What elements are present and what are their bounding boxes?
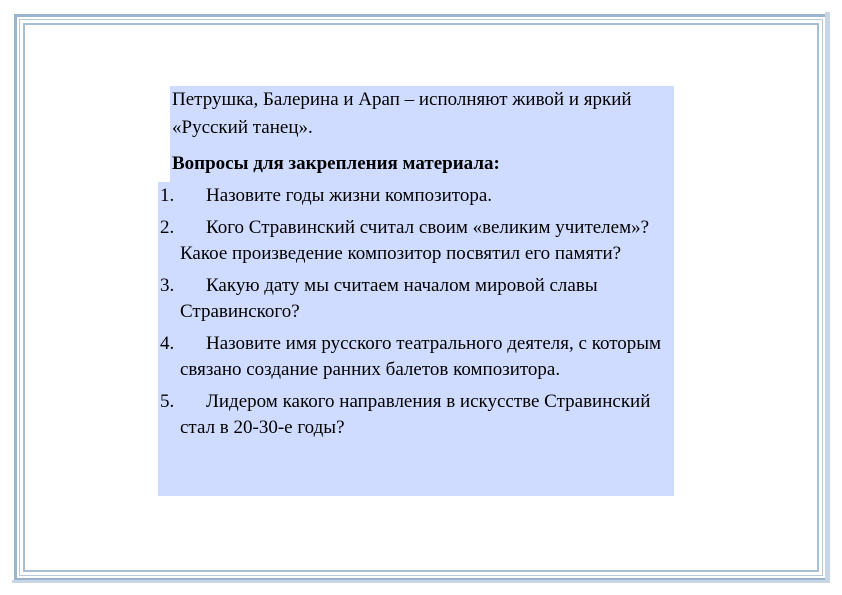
- question-number: 4.: [160, 333, 175, 354]
- question-number: 5.: [160, 391, 175, 412]
- question-item-1: [160, 183, 672, 209]
- questions-heading: Вопросы для закрепления материала:: [172, 153, 500, 174]
- question-text: Лидером какого направления в искусстве Стравинский стал в 20-30-е годы?: [180, 391, 651, 438]
- question-item-2: [160, 215, 672, 267]
- question-text: Какую дату мы считаем началом мировой славы Стравинского?: [180, 275, 598, 322]
- frame-shadow-bottom: [12, 580, 830, 583]
- question-text: Кого Стравинский считал своим «великим учителем»? Какое произведение композитор посвятил его памяти?: [180, 217, 650, 264]
- question-text: Назовите имя русского театрального деятеля, с которым связано создание ранних балетов композитора.: [180, 333, 662, 380]
- question-number: 1.: [160, 185, 175, 206]
- intro-paragraph: Петрушка, Балерина и Арап – исполняют живой и яркий «Русский танец».: [172, 89, 632, 138]
- question-item-3: [160, 273, 672, 325]
- questions-list: [160, 183, 672, 447]
- question-number: 3.: [160, 275, 175, 296]
- question-item-5: [160, 389, 672, 441]
- frame-shadow-right: [825, 12, 830, 582]
- question-number: 2.: [160, 217, 175, 238]
- question-text: Назовите годы жизни композитора.: [206, 185, 493, 206]
- question-item-4: [160, 331, 672, 383]
